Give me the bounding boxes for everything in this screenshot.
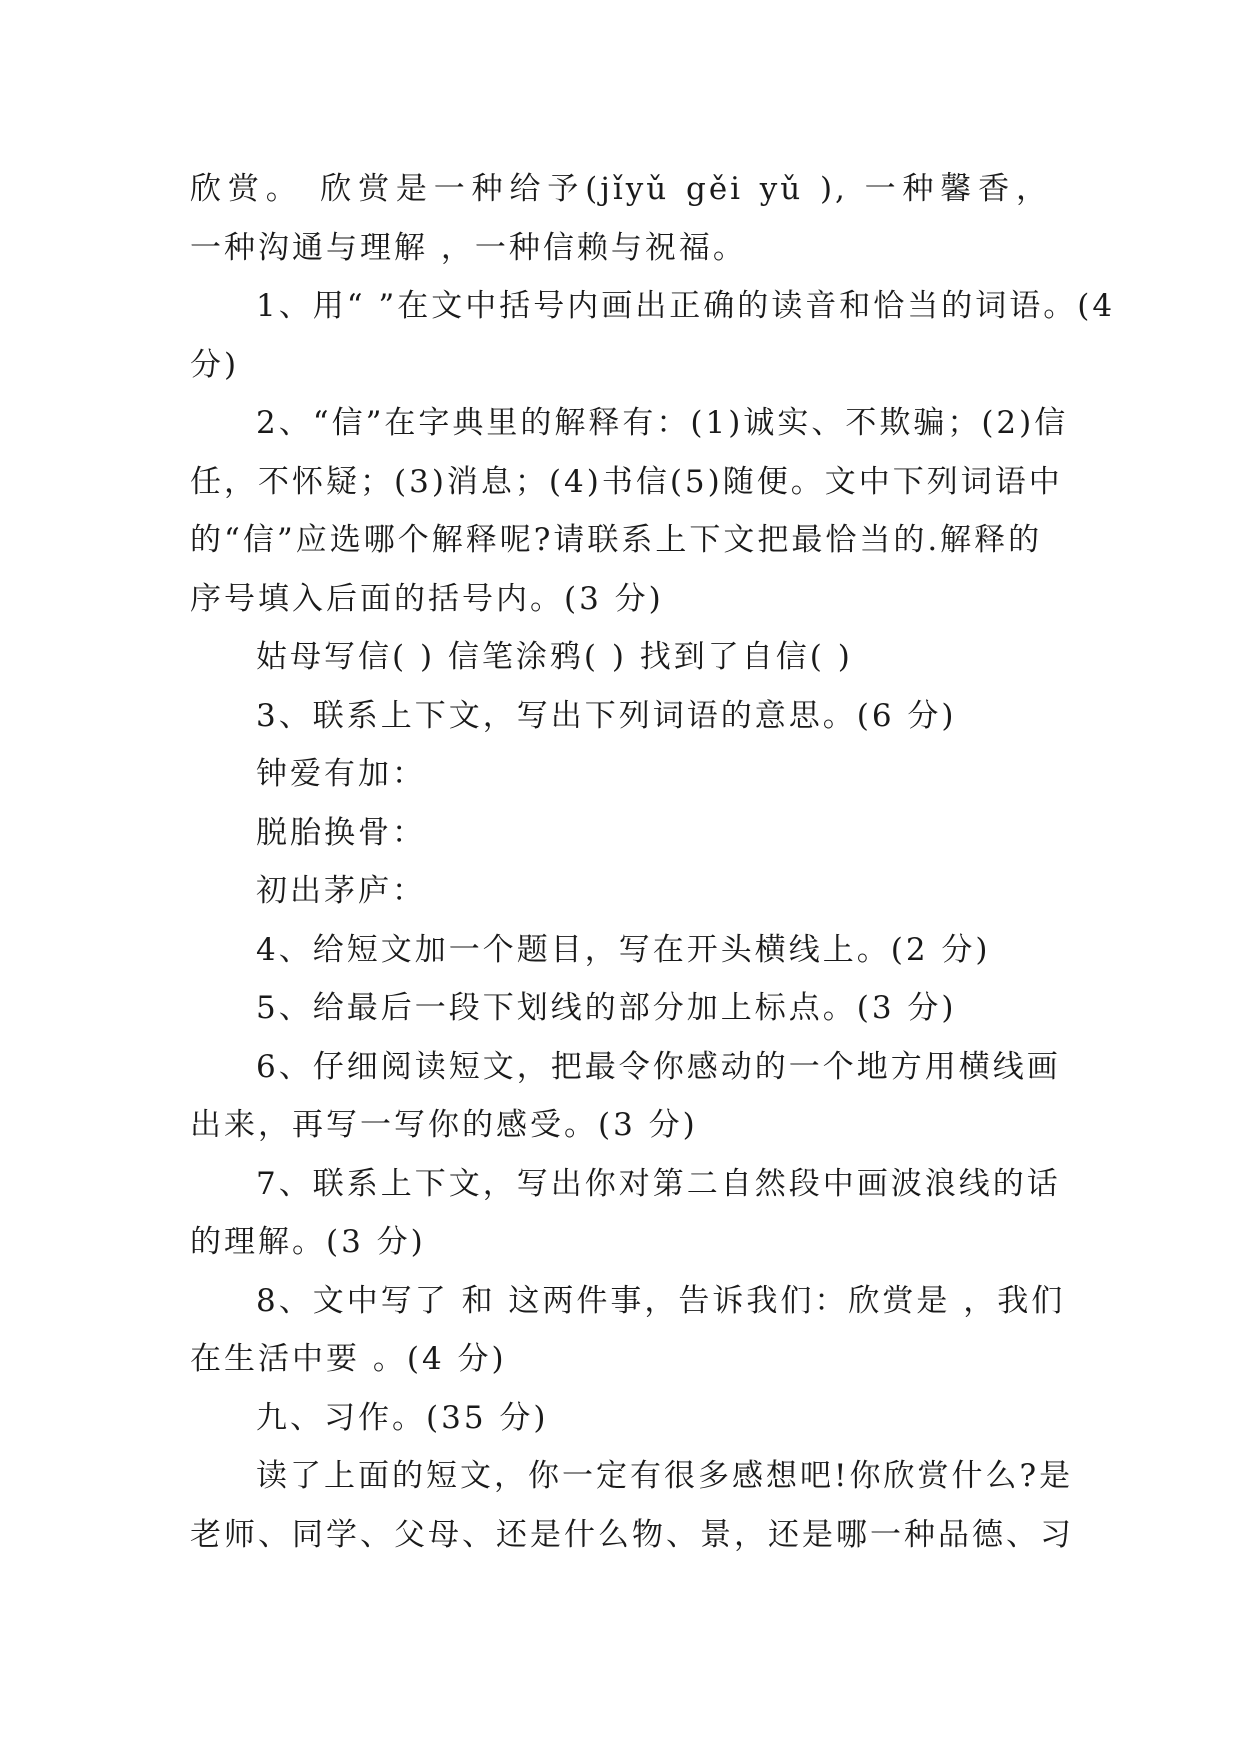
- question-2: 2、“信”在字典里的解释有：(1)诚实、不欺骗；(2)信: [256, 405, 1069, 441]
- essay-prompt: 读了上面的短文，你一定有很多感想吧!你欣赏什么?是: [256, 1458, 1074, 1494]
- question-4: 4、给短文加一个题目，写在开头横线上。(2 分): [256, 931, 991, 968]
- text-line: 出来，再写一写你的感受。(3 分): [190, 1107, 698, 1143]
- question-3-term: 脱胎换骨：: [256, 814, 426, 851]
- text-line: 任，不怀疑；(3)消息；(4)书信(5)随便。文中下列词语中: [190, 463, 1063, 500]
- text-line: 欣赏。 欣赏是一种给予(jǐyǔ gěi yǔ ), 一种馨香，: [190, 171, 1050, 207]
- question-3: 3、联系上下文，写出下列词语的意思。(6 分): [256, 697, 957, 734]
- question-2-items: 姑母写信( ) 信笔涂鸦( ) 找到了自信( ): [256, 639, 853, 675]
- question-1: 1、用“ ”在文中括号内画出正确的读音和恰当的词语。(4: [256, 288, 1116, 324]
- text-line: 在生活中要 。(4 分): [190, 1341, 507, 1377]
- question-3-term: 初出茅庐：: [256, 873, 426, 909]
- text-line: 序号填入后面的括号内。(3 分): [190, 580, 664, 617]
- question-7: 7、联系上下文，写出你对第二自然段中画波浪线的话: [256, 1165, 1061, 1202]
- text-line: 的“信”应选哪个解释呢?请联系上下文把最恰当的.解释的: [190, 522, 1043, 558]
- question-3-term: 钟爱有加：: [256, 756, 426, 792]
- question-5: 5、给最后一段下划线的部分加上标点。(3 分): [256, 990, 957, 1026]
- document-page: [190, 160, 1116, 1564]
- question-6: 6、仔细阅读短文，把最令你感动的一个地方用横线画: [256, 1048, 1061, 1085]
- question-8: 8、文中写了 和 这两件事，告诉我们：欣赏是 ，我们: [256, 1282, 1066, 1319]
- text-line: 一种沟通与理解 ，一种信赖与祝福。: [190, 229, 747, 266]
- text-line: 老师、同学、父母、还是什么物、景，还是哪一种品德、习: [190, 1516, 1074, 1553]
- section-heading: 九、习作。(35 分): [256, 1399, 549, 1436]
- question-1-score: 分): [190, 346, 240, 383]
- text-line: 的理解。(3 分): [190, 1224, 426, 1260]
